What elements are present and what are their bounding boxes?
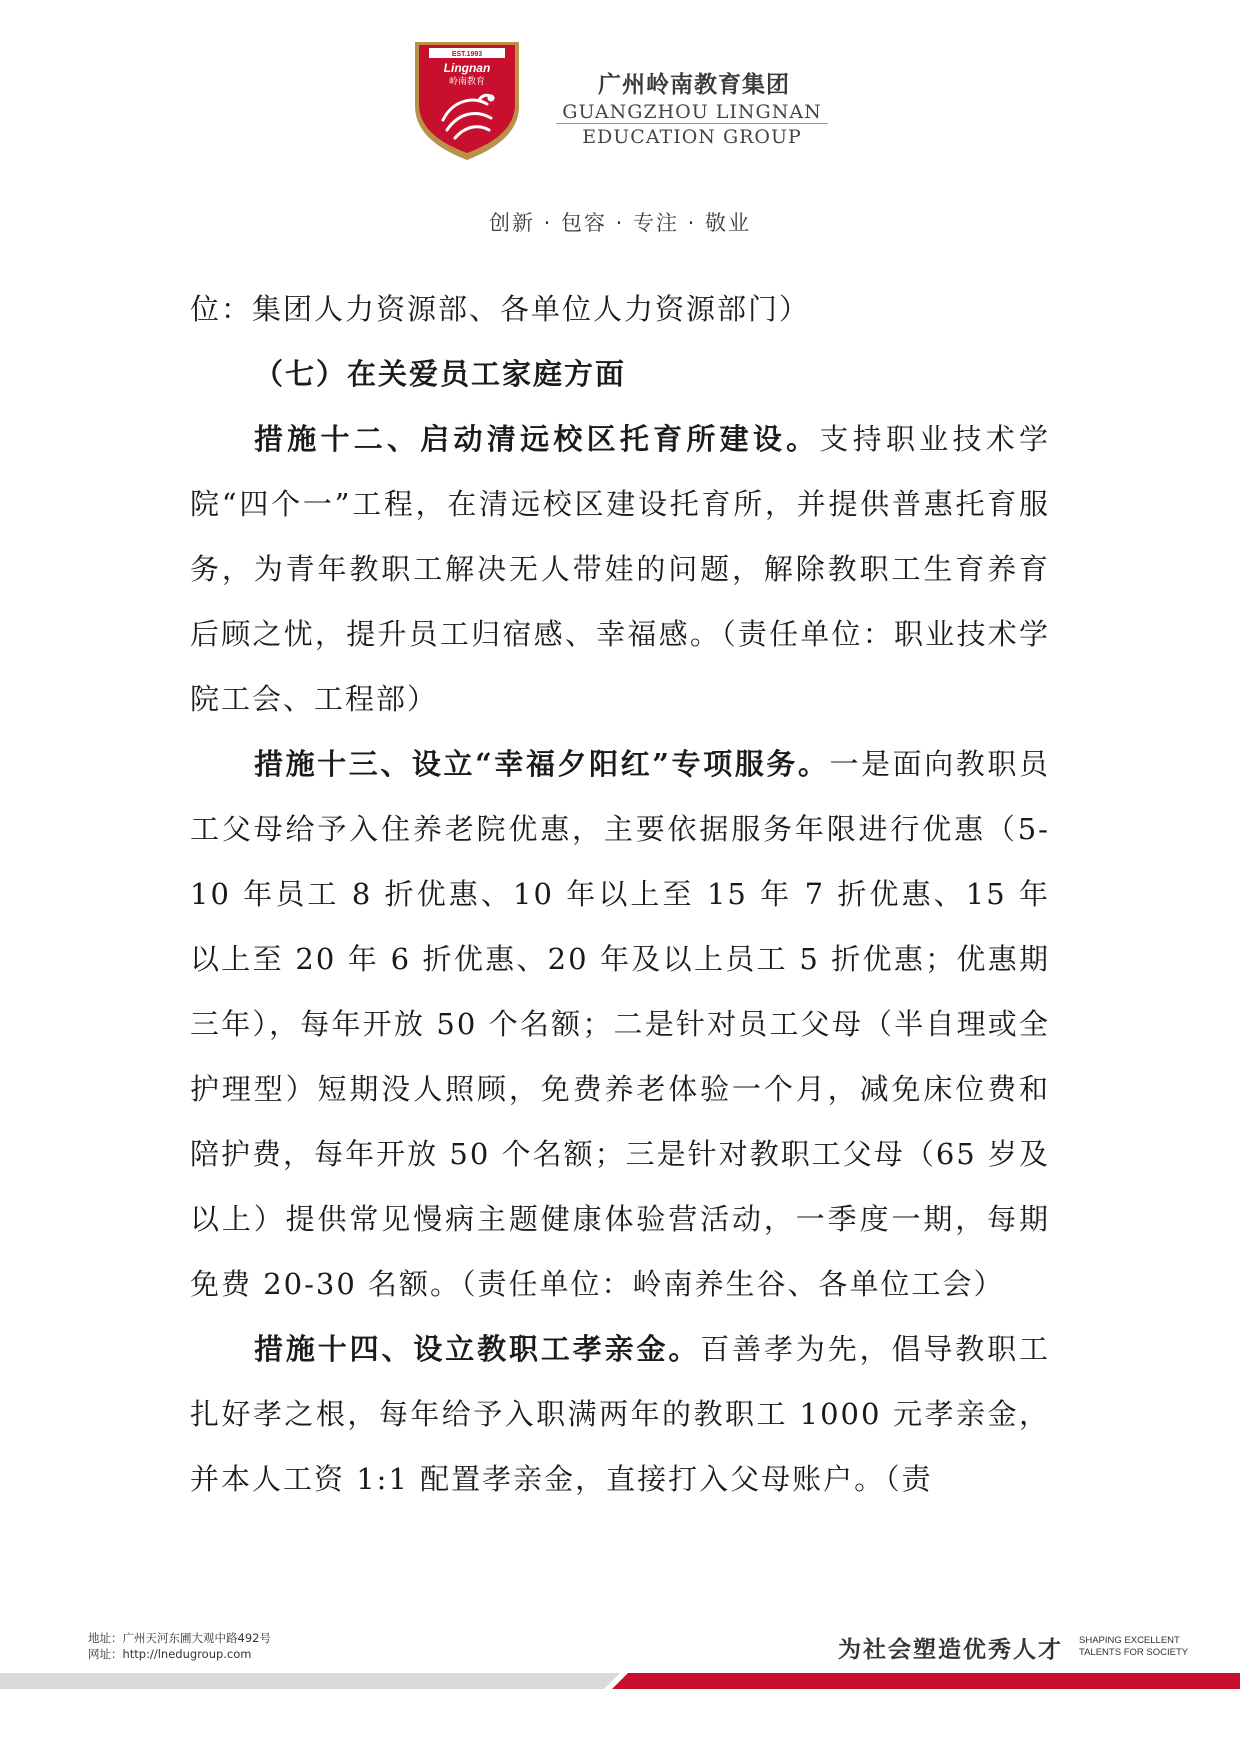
paragraph-continued: 位：集团人力资源部、各单位人力资源部门） xyxy=(190,292,811,326)
measure-12-body: 支持职业技术学院“四个一”工程，在清远校区建设托育所，并提供普惠托育服务，为青年教职工解决无人带娃的问题，解除教职工生育养育后顾之忧，提升员工归宿感、幸福感。（责任单位：职业技术学院工会、工程部） xyxy=(190,422,1050,716)
footer-color-bar xyxy=(0,1671,1240,1689)
footer-slogan-en-line2: TALENTS FOR SOCIETY xyxy=(1079,1647,1189,1658)
document-body xyxy=(190,277,1050,1512)
motto: 创新 · 包容 · 专注 · 敬业 xyxy=(488,211,752,235)
measure-14-body: 百善孝为先，倡导教职工扎好孝之根，每年给予入职满两年的教职工 1000 元孝亲金，并本人工资 1:1 配置孝亲金，直接打入父母账户。（责 xyxy=(190,1332,1050,1496)
measure-12 xyxy=(190,407,1050,732)
measure-13-body: 一是面向教职员工父母给予入住养老院优惠，主要依据服务年限进行优惠（5-10 年员工 8 折优惠、10 年以上至 15 年 7 折优惠、15 年以上至 20 年 6 折优惠、20 年及以上员工 5 折优惠；优惠期三年），每年开放 50 个名额；二是针对员工父母（半自理或全护理型）短期没人照顾，免费养老体验一个月，减免床位费和陪护费，每年开放 50 个名额；三是针对教职工父母（65 岁及以上）提供常见慢病主题健康体验营活动，一季度一期，每期免费 20-30 名额。（责任单位：岭南养生谷、各单位工会） xyxy=(190,747,1050,1301)
footer-slogan-en xyxy=(1079,1635,1188,1659)
org-name-divider xyxy=(556,123,828,124)
lingnan-shield-logo xyxy=(413,40,521,162)
measure-14 xyxy=(190,1317,1050,1512)
footer-address: 地址：广州天河东圃大观中路492号 xyxy=(88,1631,271,1645)
measure-12-title: 措施十二、启动清远校区托育所建设。 xyxy=(254,422,820,456)
org-name-cn: 广州岭南教育集团 xyxy=(598,72,790,98)
measure-13 xyxy=(190,732,1050,1317)
measure-14-title: 措施十四、设立教职工孝亲金。 xyxy=(254,1332,701,1366)
footer-contact xyxy=(88,1630,271,1662)
org-name-en-line2: EDUCATION GROUP xyxy=(582,126,802,148)
footer-slogan-cn: 为社会塑造优秀人才 xyxy=(838,1636,1063,1663)
footer-website: 网址：http://lnedugroup.com xyxy=(88,1647,252,1661)
measure-13-title: 措施十三、设立“幸福夕阳红”专项服务。 xyxy=(254,747,830,781)
section-heading-7: （七）在关爱员工家庭方面 xyxy=(254,357,627,391)
footer-slogan-en-line1: SHAPING EXCELLENT xyxy=(1079,1635,1180,1646)
org-name-en-line1: GUANGZHOU LINGNAN xyxy=(562,101,822,123)
logo-brand-text: Lingnan xyxy=(443,61,491,75)
letterhead xyxy=(0,0,1240,250)
logo-est-text: EST.1993 xyxy=(451,51,483,58)
logo-cn-text: 岭南教育 xyxy=(448,77,486,87)
